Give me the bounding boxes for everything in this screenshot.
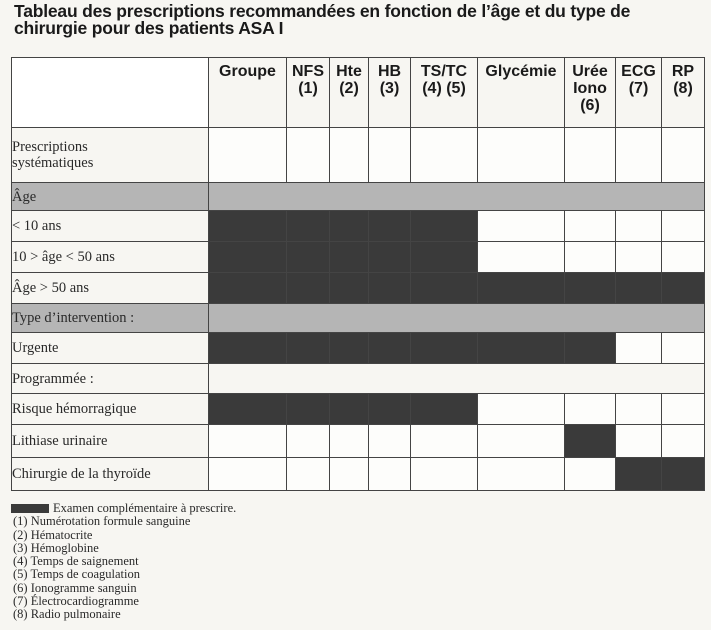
cell-empty xyxy=(616,394,662,425)
row-label: 10 > âge < 50 ans xyxy=(12,241,209,272)
section-row xyxy=(12,183,705,210)
corner-cell xyxy=(12,58,209,128)
cell-empty xyxy=(565,457,616,490)
cell-empty xyxy=(209,425,287,457)
cell-prescribe xyxy=(209,394,287,425)
cell-empty xyxy=(411,128,478,183)
cell-prescribe xyxy=(287,273,330,304)
row-label: < 10 ans xyxy=(12,210,209,241)
cell-empty xyxy=(616,425,662,457)
cell-prescribe xyxy=(287,332,330,363)
legend-note: (7) Électrocardiogramme xyxy=(13,594,139,609)
cell-prescribe xyxy=(287,241,330,272)
cell-prescribe xyxy=(209,241,287,272)
cell-prescribe xyxy=(287,210,330,241)
cell-empty xyxy=(287,457,330,490)
cell-empty xyxy=(209,128,287,183)
col-header-rp: RP (8) xyxy=(662,58,705,128)
cell-prescribe xyxy=(565,273,616,304)
cell-prescribe xyxy=(411,210,478,241)
cell-prescribe xyxy=(330,210,369,241)
table-row xyxy=(12,363,705,393)
section-row xyxy=(12,304,705,332)
cell-prescribe xyxy=(369,332,411,363)
cell-empty xyxy=(478,210,565,241)
section-fill xyxy=(209,304,705,332)
cell-empty xyxy=(287,128,330,183)
cell-prescribe xyxy=(330,332,369,363)
col-header-hte: Hte (2) xyxy=(330,58,369,128)
cell-empty xyxy=(369,457,411,490)
row-label: Prescriptions systématiques xyxy=(12,128,209,183)
row-label: Urgente xyxy=(12,332,209,363)
prescription-table xyxy=(11,57,705,491)
cell-empty xyxy=(369,128,411,183)
cell-empty xyxy=(478,128,565,183)
cell-empty xyxy=(478,425,565,457)
legend-note: (2) Hématocrite xyxy=(13,527,93,542)
cell-empty xyxy=(330,457,369,490)
cell-prescribe xyxy=(330,273,369,304)
legend-note: (8) Radio pulmonaire xyxy=(13,607,121,622)
cell-prescribe xyxy=(662,457,705,490)
cell-prescribe xyxy=(330,394,369,425)
legend-note: (6) Ionogramme sanguin xyxy=(13,580,137,595)
table-row xyxy=(12,241,705,272)
cell-prescribe xyxy=(411,273,478,304)
section-label: Âge xyxy=(12,183,209,210)
cell-empty xyxy=(616,210,662,241)
cell-prescribe xyxy=(287,394,330,425)
cell-prescribe xyxy=(369,241,411,272)
cell-prescribe xyxy=(478,332,565,363)
cell-empty xyxy=(662,128,705,183)
cell-prescribe xyxy=(330,241,369,272)
row-label: Lithiase urinaire xyxy=(12,425,209,457)
col-header-glycemie: Glycémie xyxy=(478,58,565,128)
cell-prescribe xyxy=(662,273,705,304)
row-label: Programmée : xyxy=(12,363,209,393)
legend-swatch-row xyxy=(11,502,236,515)
cell-prescribe xyxy=(209,210,287,241)
cell-empty xyxy=(662,332,705,363)
cell-empty xyxy=(662,394,705,425)
cell-prescribe xyxy=(369,273,411,304)
cell-empty xyxy=(565,128,616,183)
cell-empty xyxy=(662,210,705,241)
section-fill xyxy=(209,183,705,210)
cell-empty xyxy=(662,425,705,457)
col-header-uree-iono: Urée Iono (6) xyxy=(565,58,616,128)
cell-empty xyxy=(411,457,478,490)
cell-prescribe xyxy=(411,332,478,363)
cell-empty xyxy=(565,210,616,241)
table-row xyxy=(12,128,705,183)
row-label: Chirurgie de la thyroïde xyxy=(12,457,209,490)
cell-empty xyxy=(565,241,616,272)
cell-empty xyxy=(616,332,662,363)
legend-note: (5) Temps de coagulation xyxy=(13,567,140,582)
table-title: Tableau des prescriptions recommandées en fonction de l’âge et du type de chirurgie pour des patients ASA I xyxy=(14,1,631,38)
cell-prescribe xyxy=(369,210,411,241)
cell-empty xyxy=(478,241,565,272)
cell-prescribe xyxy=(565,425,616,457)
row-label: Risque hémorragique xyxy=(12,394,209,425)
col-header-ts-tc: TS/TC (4) (5) xyxy=(411,58,478,128)
header-row xyxy=(12,58,705,128)
col-header-hb: HB (3) xyxy=(369,58,411,128)
legend-note: (4) Temps de saignement xyxy=(13,554,139,569)
legend-note: (1) Numérotation formule sanguine xyxy=(13,514,191,529)
cell-prescribe xyxy=(209,332,287,363)
cell-empty xyxy=(369,425,411,457)
table-row xyxy=(12,332,705,363)
cell-prescribe xyxy=(478,273,565,304)
legend xyxy=(11,502,236,622)
cell-empty xyxy=(287,425,330,457)
cell-empty xyxy=(478,394,565,425)
cell-empty xyxy=(478,457,565,490)
cell-prescribe xyxy=(565,332,616,363)
col-header-ecg: ECG (7) xyxy=(616,58,662,128)
section-label: Type d’intervention : xyxy=(12,304,209,332)
cell-empty xyxy=(209,457,287,490)
legend-swatch-text: Examen complémentaire à prescrire. xyxy=(53,501,237,515)
merged-cell xyxy=(209,363,705,393)
col-header-nfs: NFS (1) xyxy=(287,58,330,128)
cell-empty xyxy=(330,128,369,183)
col-header-groupe: Groupe xyxy=(209,58,287,128)
cell-empty xyxy=(662,241,705,272)
cell-prescribe xyxy=(411,394,478,425)
table-row xyxy=(12,273,705,304)
cell-empty xyxy=(565,394,616,425)
table-row xyxy=(12,457,705,490)
cell-prescribe xyxy=(209,273,287,304)
cell-prescribe xyxy=(369,394,411,425)
row-label: Âge > 50 ans xyxy=(12,273,209,304)
cell-empty xyxy=(411,425,478,457)
legend-swatch xyxy=(11,504,49,513)
table-row xyxy=(12,210,705,241)
table-row xyxy=(12,425,705,457)
table-row xyxy=(12,394,705,425)
cell-prescribe xyxy=(411,241,478,272)
cell-empty xyxy=(616,128,662,183)
cell-empty xyxy=(330,425,369,457)
cell-prescribe xyxy=(616,273,662,304)
legend-note: (3) Hémoglobine xyxy=(13,540,99,555)
cell-empty xyxy=(616,241,662,272)
cell-prescribe xyxy=(616,457,662,490)
